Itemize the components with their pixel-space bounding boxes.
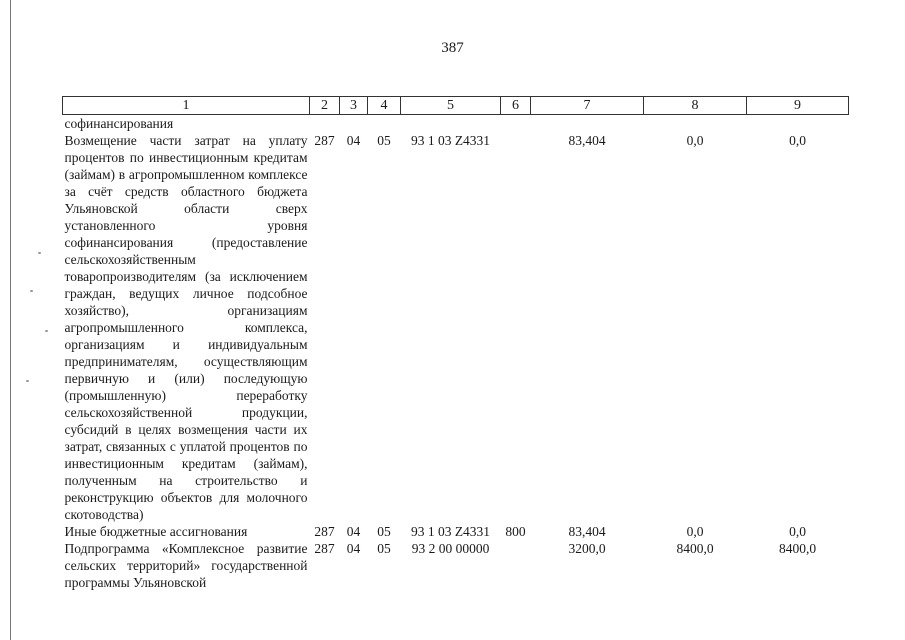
cell-target-article [401, 115, 501, 133]
cell-amount-3: 0,0 [789, 133, 806, 148]
cell-admin-code: 287 [314, 541, 335, 556]
cell-amount-2: 8400,0 [676, 541, 714, 556]
cell-expense-type: 800 [505, 524, 526, 539]
cell-expense-type [501, 540, 531, 591]
cell-subsection: 05 [377, 133, 391, 148]
cell-subsection [368, 115, 401, 133]
cell-amount-3: 8400,0 [778, 541, 817, 556]
cell-subsection: 05 [377, 524, 391, 539]
cell-target-article: 93 2 00 00000 [411, 541, 490, 556]
budget-table [62, 96, 849, 591]
cell-admin-code: 287 [314, 133, 335, 148]
table-row [63, 523, 849, 540]
cell-amount-1: 83,404 [568, 524, 606, 539]
cell-section: 04 [346, 524, 361, 539]
cell-amount-1: 83,404 [568, 133, 606, 148]
cell-expense-type [501, 115, 531, 133]
column-header: 5 [401, 97, 501, 115]
scan-margin-line [10, 0, 11, 640]
cell-expense-type [501, 132, 531, 523]
table-row [63, 115, 849, 133]
cell-admin-code: 287 [314, 524, 335, 539]
scan-artifact [30, 290, 33, 292]
column-header: 7 [531, 97, 644, 115]
column-header: 9 [747, 97, 849, 115]
cell-target-article: 93 1 03 Z4331 [410, 524, 491, 539]
scan-artifact [38, 252, 41, 254]
column-header: 2 [310, 97, 340, 115]
cell-amount-2: 0,0 [686, 524, 704, 539]
table-header-row [63, 97, 849, 115]
column-header: 1 [63, 97, 310, 115]
page-number: 387 [441, 40, 464, 56]
cell-amount-3: 0,0 [789, 524, 806, 539]
row-name: софинансирования [64, 116, 174, 131]
cell-section [340, 115, 368, 133]
column-header: 6 [501, 97, 531, 115]
column-header: 4 [368, 97, 401, 115]
row-name: Подпрограмма «Комплексное развитие сельских территорий» государственной программы Ульяновской [64, 541, 308, 590]
column-header: 8 [644, 97, 747, 115]
row-name: Иные бюджетные ассигнования [64, 524, 248, 539]
cell-amount-1: 3200,0 [568, 541, 606, 556]
cell-amount-1 [531, 115, 644, 133]
cell-admin-code [310, 115, 340, 133]
cell-amount-2 [644, 115, 747, 133]
cell-amount-3 [747, 115, 849, 133]
table-row [63, 132, 849, 523]
cell-section: 04 [346, 541, 361, 556]
cell-section: 04 [346, 133, 361, 148]
row-name: Возмещение части затрат на уплату процентов по инвестиционным кредитам (займам) в агропромышленном комплексе за счёт средств областного бюджета Ульяновской области сверх установленного уровня софинансирования (предоставление сельскохозяйственным товаропроизводителям (за исключением граждан, ведущих личное подсобное хозяйство), организациям агропромышленного комплекса, организациям и индивидуальным предпринимателям, осуществляющим первичную и (или) последующую (промышленную) переработку сельскохозяйственной продукции, субсидий в целях возмещения части их затрат, связанных с уплатой процентов по инвестиционным кредитам (займам), полученным на строительство и реконструкцию объектов для молочного скотоводства) [64, 133, 308, 522]
cell-amount-2: 0,0 [686, 133, 704, 148]
cell-target-article: 93 1 03 Z4331 [410, 133, 491, 148]
scan-artifact [26, 380, 29, 382]
scan-artifact [45, 330, 48, 332]
column-header: 3 [340, 97, 368, 115]
cell-subsection: 05 [377, 541, 391, 556]
table-row [63, 540, 849, 591]
